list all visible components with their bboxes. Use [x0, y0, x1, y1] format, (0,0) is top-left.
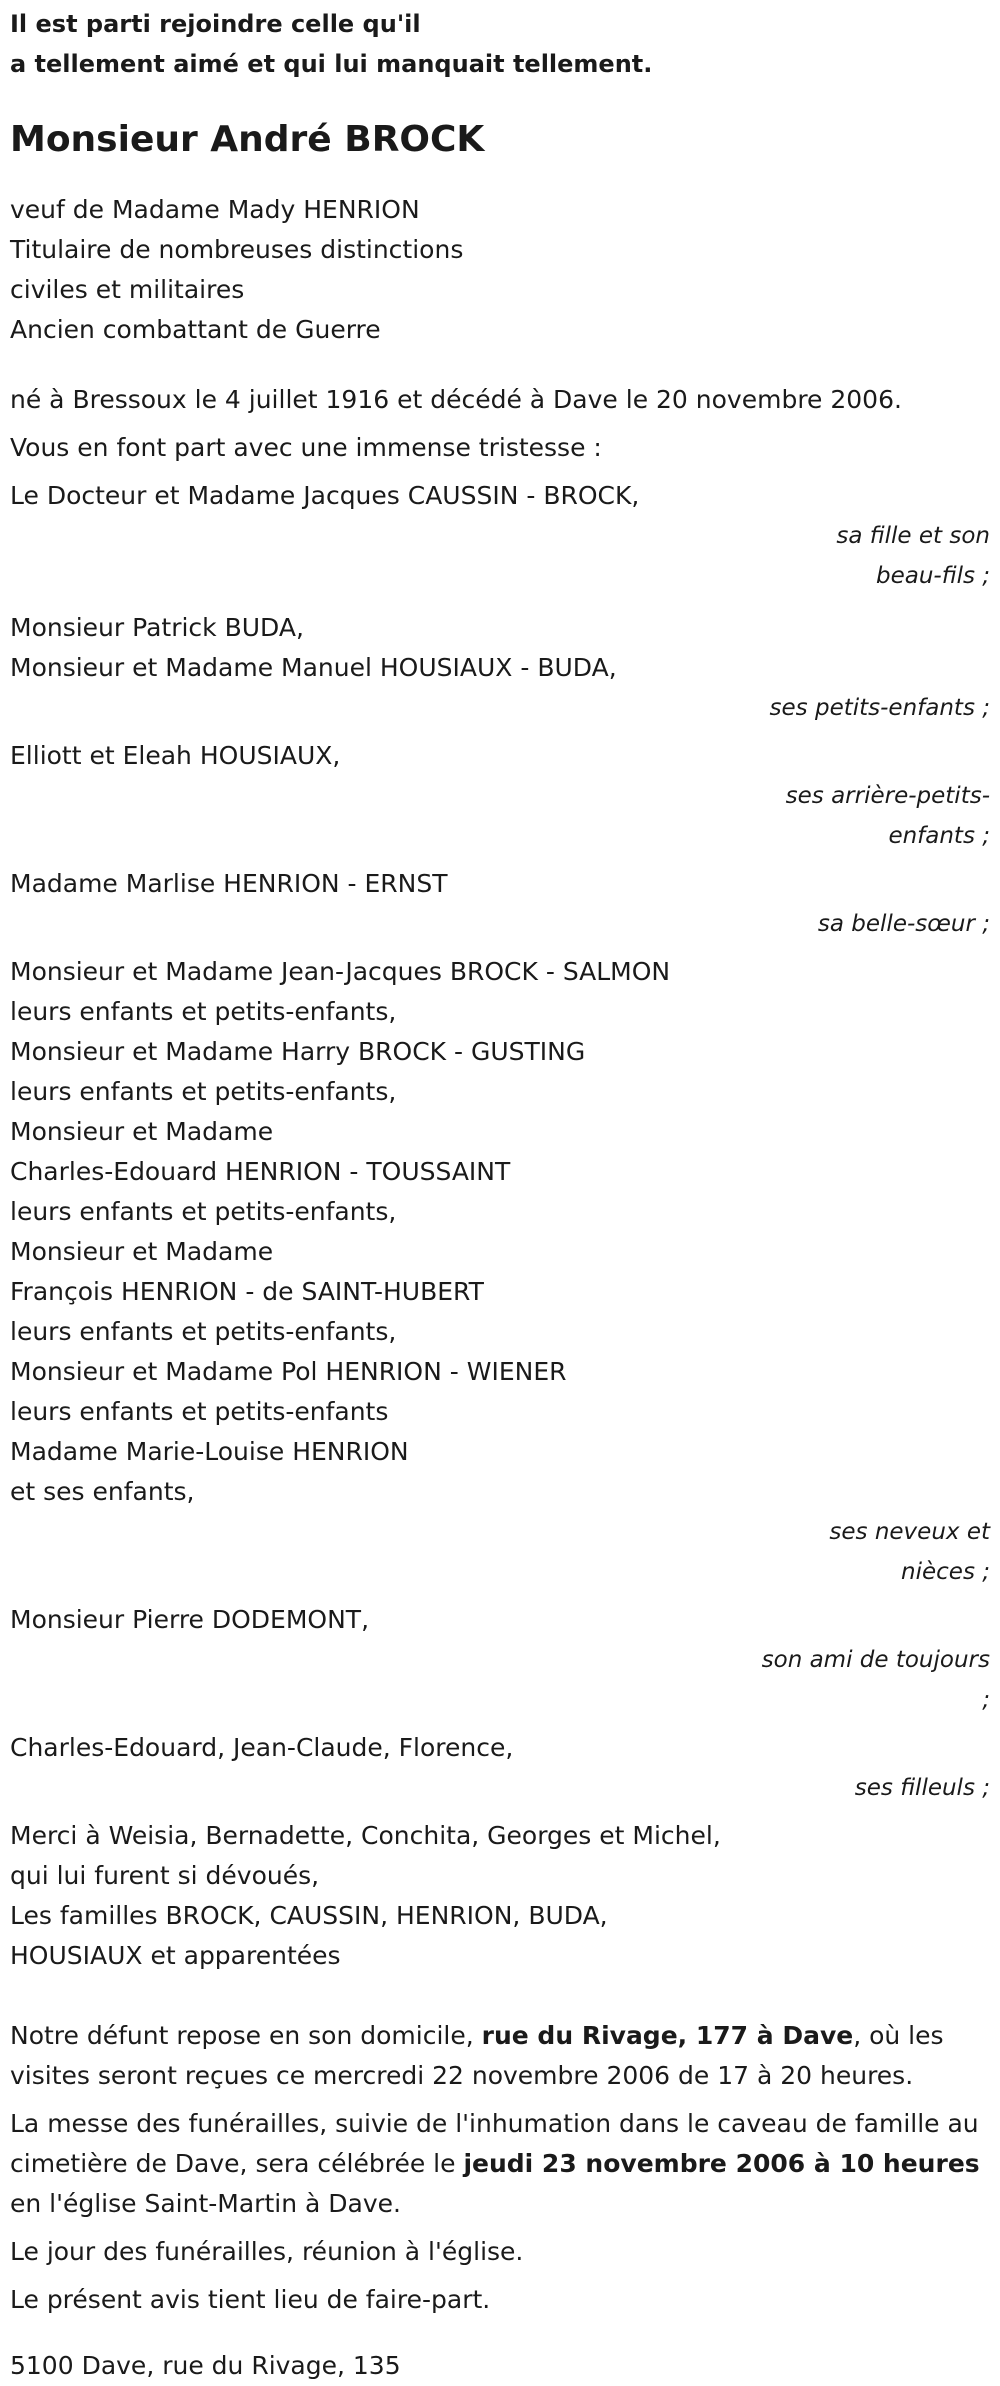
bio-line: veuf de Madame Mady HENRION: [10, 195, 420, 224]
thanks-line: qui lui furent si dévoués,: [10, 1861, 320, 1890]
family-name-line: Monsieur et Madame Manuel HOUSIAUX - BUDA,: [10, 653, 617, 682]
family-name-line: Monsieur Pierre DODEMONT,: [10, 1605, 370, 1634]
family-name-line: leurs enfants et petits-enfants: [10, 1397, 389, 1426]
mass-date: jeudi 23 novembre 2006 à 10 heures: [463, 2149, 980, 2178]
family-group-daughter: [10, 476, 990, 596]
family-group-godchildren: [10, 1728, 990, 1808]
family-group-sister-in-law: [10, 864, 990, 944]
family-name-line: Elliott et Eleah HOUSIAUX,: [10, 741, 341, 770]
family-group-grandchildren: [10, 608, 990, 728]
mass-text-start: La messe des funérailles, suivie de l'inhumation dans le caveau de famille au cimetière de Dave, sera célébrée le: [10, 2109, 979, 2178]
bio-block: [10, 190, 990, 350]
relation-line: beau-fils ;: [875, 563, 990, 589]
family-name-line: Madame Marie-Louise HENRION: [10, 1437, 409, 1466]
notice-line: Le présent avis tient lieu de faire-part.: [10, 2285, 491, 2314]
family-name-line: Monsieur Patrick BUDA,: [10, 613, 304, 642]
relation-line: sa belle-sœur ;: [817, 911, 990, 937]
relation-line: ses arrière-petits-: [785, 783, 990, 809]
footer-address: 5100 Dave, rue du Rivage, 135: [10, 2351, 401, 2380]
epigraph-line-1: Il est parti rejoindre celle qu'il: [10, 10, 421, 38]
epigraph-line-2: a tellement aimé et qui lui manquait tellement.: [10, 50, 653, 78]
family-name-line: Charles-Edouard HENRION - TOUSSAINT: [10, 1157, 511, 1186]
repose-text-end: , où les visites seront reçues ce mercredi 22 novembre 2006 de 17 à 20 heures.: [10, 2021, 944, 2090]
bio-line: Titulaire de nombreuses distinctions: [10, 235, 464, 264]
family-group-nephews: [10, 952, 990, 1592]
family-name-line: Monsieur et Madame: [10, 1117, 274, 1146]
family-name-line: et ses enfants,: [10, 1477, 195, 1506]
repose-paragraph: [10, 2016, 990, 2096]
repose-address: rue du Rivage, 177 à Dave: [481, 2021, 854, 2050]
mass-paragraph: [10, 2104, 990, 2224]
relation-label: [740, 776, 990, 856]
meeting-line: Le jour des funérailles, réunion à l'église.: [10, 2237, 524, 2266]
relation-label: [740, 904, 990, 944]
family-name-line: Le Docteur et Madame Jacques CAUSSIN - BROCK,: [10, 481, 640, 510]
birth-death-line: né à Bressoux le 4 juillet 1916 et décédé à Dave le 20 novembre 2006.: [10, 385, 902, 414]
family-name-line: Monsieur et Madame Pol HENRION - WIENER: [10, 1357, 567, 1386]
relation-line: son ami de toujours: [761, 1647, 990, 1673]
family-name-line: Monsieur et Madame Jean-Jacques BROCK - SALMON: [10, 957, 671, 986]
family-name-line: Monsieur et Madame: [10, 1237, 274, 1266]
family-name-line: leurs enfants et petits-enfants,: [10, 1197, 397, 1226]
relation-label: [740, 1768, 990, 1808]
epigraph: [10, 4, 990, 84]
family-name-line: leurs enfants et petits-enfants,: [10, 997, 397, 1026]
relation-line: enfants ;: [888, 823, 990, 849]
relation-line: ses neveux et: [829, 1519, 990, 1545]
thanks-line: Les familles BROCK, CAUSSIN, HENRION, BUDA,: [10, 1901, 608, 1930]
relation-line: ;: [982, 1687, 990, 1713]
mass-text-end: en l'église Saint-Martin à Dave.: [10, 2189, 401, 2218]
bio-line: Ancien combattant de Guerre: [10, 315, 381, 344]
thanks-block: [10, 1816, 990, 1976]
repose-text-start: Notre défunt repose en son domicile,: [10, 2021, 482, 2050]
family-name-line: Charles-Edouard, Jean-Claude, Florence,: [10, 1733, 514, 1762]
family-name-line: leurs enfants et petits-enfants,: [10, 1077, 397, 1106]
family-group-friend: [10, 1600, 990, 1720]
family-name-line: leurs enfants et petits-enfants,: [10, 1317, 397, 1346]
relation-line: ses filleuls ;: [854, 1775, 990, 1801]
thanks-line: Merci à Weisia, Bernadette, Conchita, Georges et Michel,: [10, 1821, 721, 1850]
family-name-line: Monsieur et Madame Harry BROCK - GUSTING: [10, 1037, 586, 1066]
relation-line: sa fille et son: [836, 523, 990, 549]
relation-label: [740, 516, 990, 596]
relation-label: [740, 1512, 990, 1592]
bio-line: civiles et militaires: [10, 275, 245, 304]
relation-label: [690, 1640, 990, 1720]
family-group-great-grandchildren: [10, 736, 990, 856]
family-name-line: Madame Marlise HENRION - ERNST: [10, 869, 448, 898]
intro-line: Vous en font part avec une immense tristesse :: [10, 433, 602, 462]
relation-line: ses petits-enfants ;: [769, 695, 990, 721]
deceased-name: Monsieur André BROCK: [10, 119, 485, 160]
thanks-line: HOUSIAUX et apparentées: [10, 1941, 341, 1970]
relation-label: [740, 688, 990, 728]
family-name-line: François HENRION - de SAINT-HUBERT: [10, 1277, 484, 1306]
obituary-page: [0, 4, 1000, 2380]
relation-line: nièces ;: [901, 1559, 990, 1585]
